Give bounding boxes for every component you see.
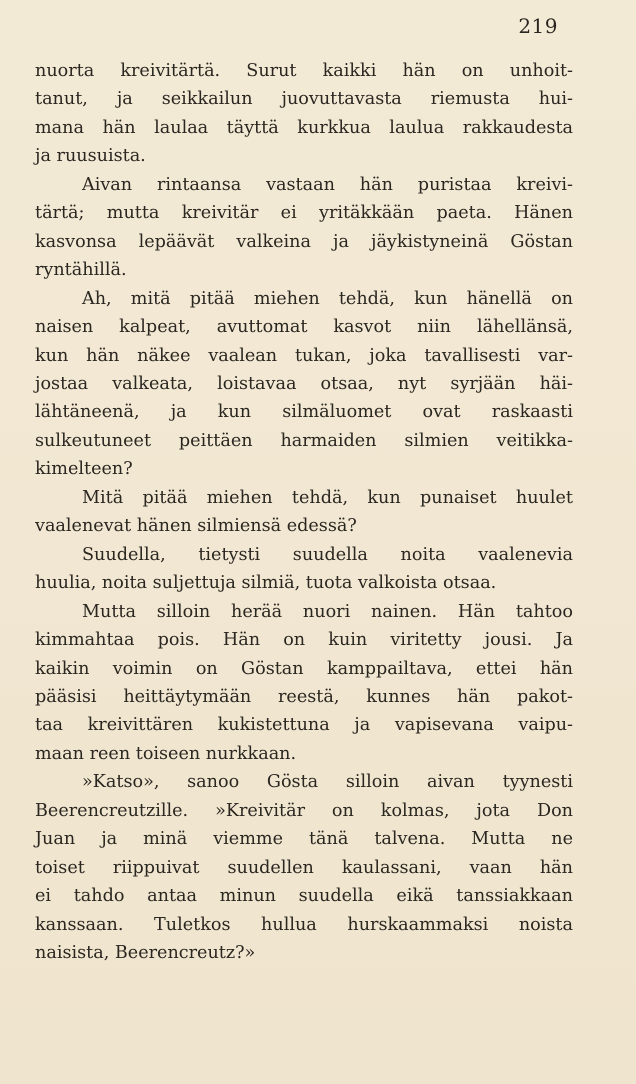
text-line: naisista, Beerencreutz?»: [35, 943, 256, 964]
text-line: Suudella, tietysti suudella noita vaalenevia: [82, 544, 573, 565]
text-line: kasvonsa lepäävät valkeina ja jäykistyneinä Göstan: [35, 231, 573, 252]
paragraph: [35, 598, 573, 769]
text-line: kun hän näkee vaalean tukan, joka tavallisesti var-: [35, 345, 573, 366]
text-line: Mutta silloin herää nuori nainen. Hän tahtoo: [82, 601, 573, 622]
paragraph: [35, 484, 573, 541]
text-line: maan reen toiseen nurkkaan.: [35, 743, 297, 764]
paragraph: [35, 171, 573, 285]
text-line: kimelteen?: [35, 459, 133, 480]
text-line: lähtäneenä, ja kun silmäluomet ovat raskaasti: [35, 402, 573, 423]
paragraph: [35, 541, 573, 598]
text-line: toiset riippuivat suudellen kaulassani, vaan hän: [35, 857, 573, 878]
body-text: [35, 57, 573, 968]
text-line: jostaa valkeata, loistavaa otsaa, nyt syrjään häi-: [35, 373, 573, 394]
text-line: naisen kalpeat, avuttomat kasvot niin lähellänsä,: [35, 317, 573, 338]
paragraph: [35, 57, 573, 171]
text-line: vaalenevat hänen silmiensä edessä?: [35, 516, 357, 537]
text-line: Ah, mitä pitää miehen tehdä, kun hänellä on: [82, 288, 573, 309]
text-line: »Katso», sanoo Gösta silloin aivan tyynesti: [82, 772, 573, 793]
text-line: sulkeutuneet peittäen harmaiden silmien veitikka-: [35, 430, 573, 451]
text-line: Aivan rintaansa vastaan hän puristaa kreivi-: [82, 174, 573, 195]
text-line: nuorta kreivitärtä. Surut kaikki hän on unhoit-: [35, 61, 573, 81]
text-line: ei tahdo antaa minun suudella eikä tanssiakkaan: [35, 886, 573, 907]
paragraph: [35, 285, 573, 484]
text-line: kaikin voimin on Göstan kamppailtava, ettei hän: [35, 658, 573, 679]
text-line: Mitä pitää miehen tehdä, kun punaiset huulet: [82, 487, 573, 508]
text-line: taa kreivittären kukistettuna ja vapisevana vaipu-: [35, 715, 573, 736]
paragraph: [35, 768, 573, 967]
text-line: kanssaan. Tuletkos hullua hurskaammaksi noista: [35, 914, 573, 935]
text-line: Juan ja minä viemme tänä talvena. Mutta ne: [35, 829, 573, 850]
text-line: tanut, ja seikkailun juovuttavasta riemusta hui-: [35, 89, 573, 110]
text-line: Beerencreutzille. »Kreivitär on kolmas, jota Don: [35, 800, 573, 821]
text-line: ryntähillä.: [35, 260, 127, 281]
text-line: mana hän laulaa täyttä kurkkua laulua rakkaudesta: [35, 117, 573, 138]
text-line: huulia, noita suljettuja silmiä, tuota valkoista otsaa.: [35, 573, 497, 594]
text-line: tärtä; mutta kreivitär ei yritäkkään paeta. Hänen: [35, 203, 573, 224]
text-line: kimmahtaa pois. Hän on kuin viritetty jousi. Ja: [35, 630, 573, 651]
text-line: pääsisi heittäytymään reestä, kunnes hän pakot-: [35, 686, 573, 707]
page-number: 219: [518, 14, 558, 38]
text-line: ja ruusuista.: [35, 146, 146, 167]
